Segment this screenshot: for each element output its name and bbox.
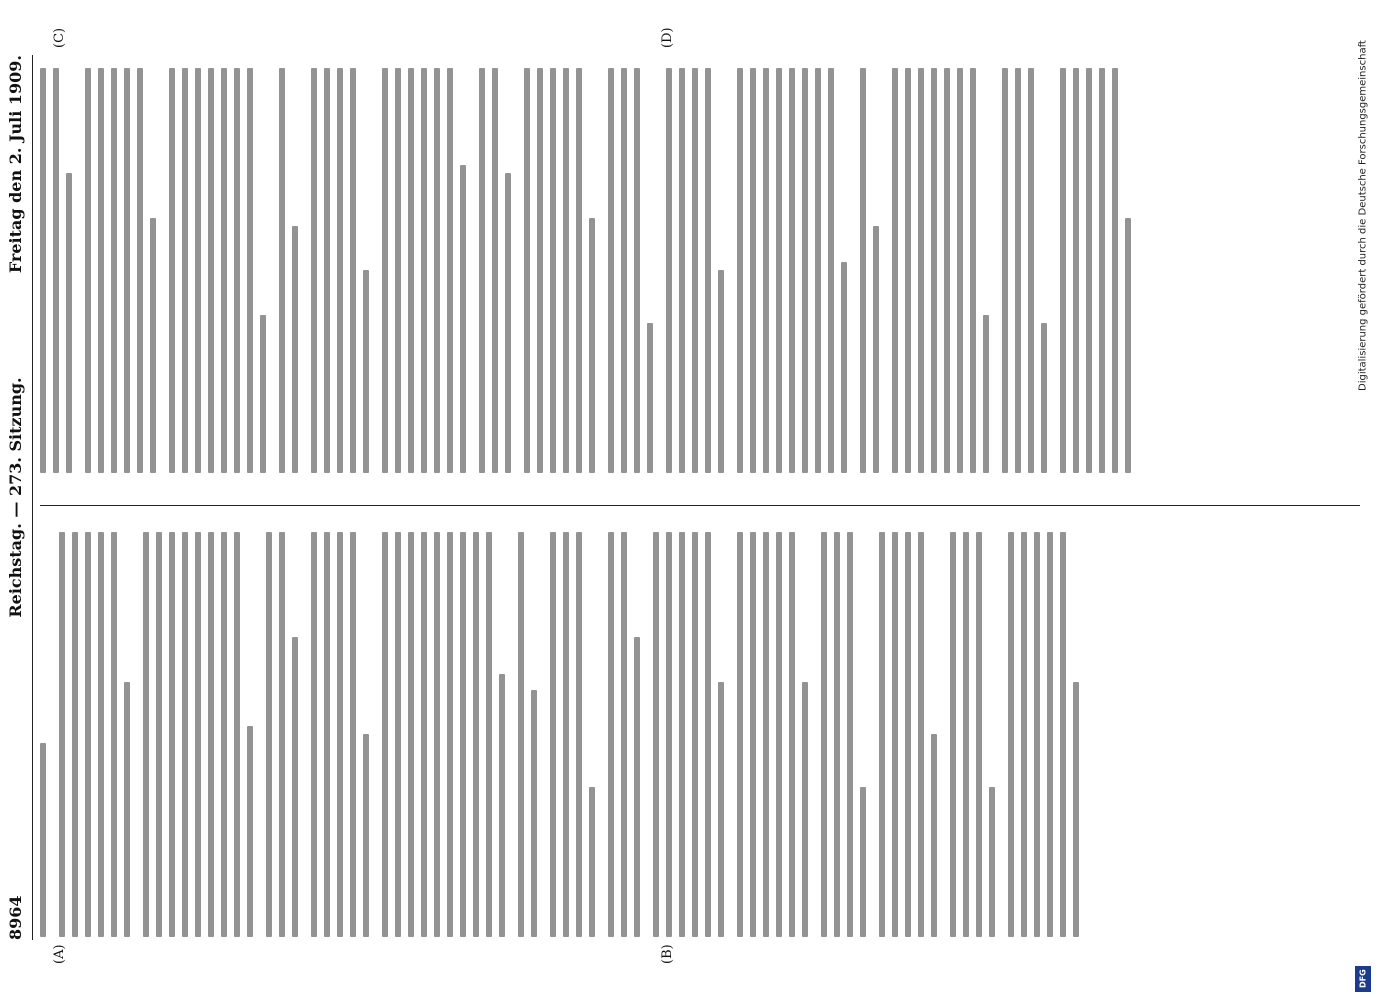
margin-marker-d: (D): [660, 27, 675, 48]
text-line: [111, 532, 117, 937]
text-line: [647, 323, 653, 473]
text-line: [208, 68, 214, 473]
text-line: [40, 68, 46, 473]
text-line: [382, 532, 388, 937]
text-line: [957, 68, 963, 473]
text-line: [1047, 532, 1053, 937]
text-line: [1073, 682, 1079, 937]
text-line: [621, 68, 627, 473]
text-line: [234, 68, 240, 473]
text-line: [828, 68, 834, 473]
text-line: [705, 532, 711, 937]
text-line: [873, 226, 879, 473]
text-line: [382, 68, 388, 473]
text-line: [479, 68, 485, 473]
text-line: [589, 787, 595, 937]
text-line: [292, 226, 298, 473]
text-line: [1125, 218, 1131, 473]
text-line: [847, 532, 853, 937]
text-line: [169, 532, 175, 937]
text-line: [634, 637, 640, 937]
text-line: [834, 532, 840, 937]
text-line: [692, 532, 698, 937]
text-line: [705, 68, 711, 473]
text-line: [395, 532, 401, 937]
text-line: [1021, 532, 1027, 937]
text-line: [531, 690, 537, 937]
text-line: [621, 532, 627, 937]
text-line: [499, 674, 505, 937]
text-line: [550, 532, 556, 937]
paragraph-gap: [1138, 68, 1144, 473]
text-line: [944, 68, 950, 473]
text-line: [1034, 532, 1040, 937]
text-line: [337, 532, 343, 937]
text-line: [1086, 68, 1092, 473]
text-line: [802, 682, 808, 937]
text-line: [860, 68, 866, 473]
text-line: [324, 532, 330, 937]
text-line: [860, 787, 866, 937]
dfg-logo: DFG: [1355, 966, 1371, 992]
text-line: [337, 68, 343, 473]
text-line: [350, 68, 356, 473]
text-line: [563, 532, 569, 937]
text-line: [653, 532, 659, 937]
text-line: [821, 532, 827, 937]
text-line: [98, 532, 104, 937]
text-line: [486, 532, 492, 937]
digitization-credit: Digitalisierung gefördert durch die Deutsche Forschungsgemeinschaft: [1357, 40, 1369, 391]
text-line: [576, 68, 582, 473]
text-line: [234, 532, 240, 937]
text-line: [221, 532, 227, 937]
text-line: [460, 165, 466, 473]
text-line: [931, 735, 937, 938]
text-line: [143, 532, 149, 937]
text-line: [137, 68, 143, 473]
text-line: [363, 271, 369, 474]
text-line: [679, 68, 685, 473]
text-line: [950, 532, 956, 937]
text-line: [1041, 323, 1047, 473]
text-line: [976, 532, 982, 937]
text-line: [311, 68, 317, 473]
text-line: [905, 532, 911, 937]
text-line: [460, 532, 466, 937]
session-date: Freitag den 2. Juli 1909.: [6, 55, 25, 274]
text-line: [182, 532, 188, 937]
margin-marker-b: (B): [660, 944, 675, 964]
text-line: [789, 532, 795, 937]
text-line: [815, 68, 821, 473]
text-line: [634, 68, 640, 473]
text-line: [524, 68, 530, 473]
text-line: [85, 532, 91, 937]
text-line: [963, 532, 969, 937]
text-line: [970, 68, 976, 473]
text-line: [473, 532, 479, 937]
text-line: [408, 532, 414, 937]
text-line: [421, 68, 427, 473]
text-line: [750, 532, 756, 937]
text-line: [563, 68, 569, 473]
text-line: [66, 173, 72, 473]
text-line: [447, 68, 453, 473]
text-line: [989, 787, 995, 937]
text-line: [589, 218, 595, 473]
text-line: [124, 68, 130, 473]
text-line: [737, 532, 743, 937]
text-line: [221, 68, 227, 473]
text-line: [750, 68, 756, 473]
text-line: [931, 68, 937, 473]
text-line: [1073, 68, 1079, 473]
text-line: [324, 68, 330, 473]
text-line: [776, 68, 782, 473]
text-line: [169, 68, 175, 473]
text-line: [918, 68, 924, 473]
text-line: [311, 532, 317, 937]
text-line: [492, 68, 498, 473]
text-column-left: [40, 532, 1360, 937]
text-line: [576, 532, 582, 937]
text-line: [518, 532, 524, 937]
text-line: [666, 68, 672, 473]
text-line: [983, 315, 989, 473]
text-line: [279, 532, 285, 937]
text-line: [260, 315, 266, 473]
text-line: [679, 532, 685, 937]
text-line: [905, 68, 911, 473]
text-line: [550, 68, 556, 473]
text-line: [85, 68, 91, 473]
text-line: [124, 682, 130, 937]
text-line: [363, 735, 369, 938]
text-line: [892, 532, 898, 937]
text-line: [279, 68, 285, 473]
text-line: [350, 532, 356, 937]
text-line: [266, 532, 272, 937]
text-line: [292, 637, 298, 937]
paragraph-gap: [1086, 532, 1092, 937]
running-head: Reichstag. — 273. Sitzung.: [6, 377, 25, 618]
header-rule: [32, 55, 33, 940]
text-column-right: [40, 68, 1360, 473]
text-line: [247, 726, 253, 937]
text-line: [408, 68, 414, 473]
text-line: [718, 271, 724, 474]
margin-marker-a: (A): [52, 944, 67, 964]
text-line: [718, 682, 724, 937]
text-line: [421, 532, 427, 937]
text-line: [608, 68, 614, 473]
text-line: [879, 532, 885, 937]
text-line: [247, 68, 253, 473]
text-line: [1015, 68, 1021, 473]
text-line: [98, 68, 104, 473]
column-divider: [40, 505, 1360, 506]
text-line: [763, 68, 769, 473]
text-line: [53, 68, 59, 473]
text-line: [40, 743, 46, 937]
text-line: [447, 532, 453, 937]
text-line: [208, 532, 214, 937]
text-line: [1099, 68, 1105, 473]
text-line: [150, 218, 156, 473]
text-line: [434, 68, 440, 473]
text-line: [789, 68, 795, 473]
text-line: [776, 532, 782, 937]
text-line: [666, 532, 672, 937]
text-line: [111, 68, 117, 473]
text-line: [195, 532, 201, 937]
text-line: [537, 68, 543, 473]
text-line: [1028, 68, 1034, 473]
text-line: [1112, 68, 1118, 473]
text-line: [182, 68, 188, 473]
text-line: [802, 68, 808, 473]
text-line: [59, 532, 65, 937]
text-line: [1060, 68, 1066, 473]
text-line: [608, 532, 614, 937]
page-number: 8964: [6, 895, 25, 940]
page-header: [0, 55, 28, 940]
text-line: [692, 68, 698, 473]
text-line: [72, 532, 78, 937]
text-line: [763, 532, 769, 937]
text-line: [918, 532, 924, 937]
margin-marker-c: (C): [52, 27, 67, 48]
text-line: [892, 68, 898, 473]
text-line: [156, 532, 162, 937]
text-line: [1008, 532, 1014, 937]
text-line: [505, 173, 511, 473]
text-line: [434, 532, 440, 937]
text-line: [841, 262, 847, 473]
text-line: [1060, 532, 1066, 937]
text-line: [1002, 68, 1008, 473]
text-line: [395, 68, 401, 473]
text-line: [737, 68, 743, 473]
text-line: [195, 68, 201, 473]
